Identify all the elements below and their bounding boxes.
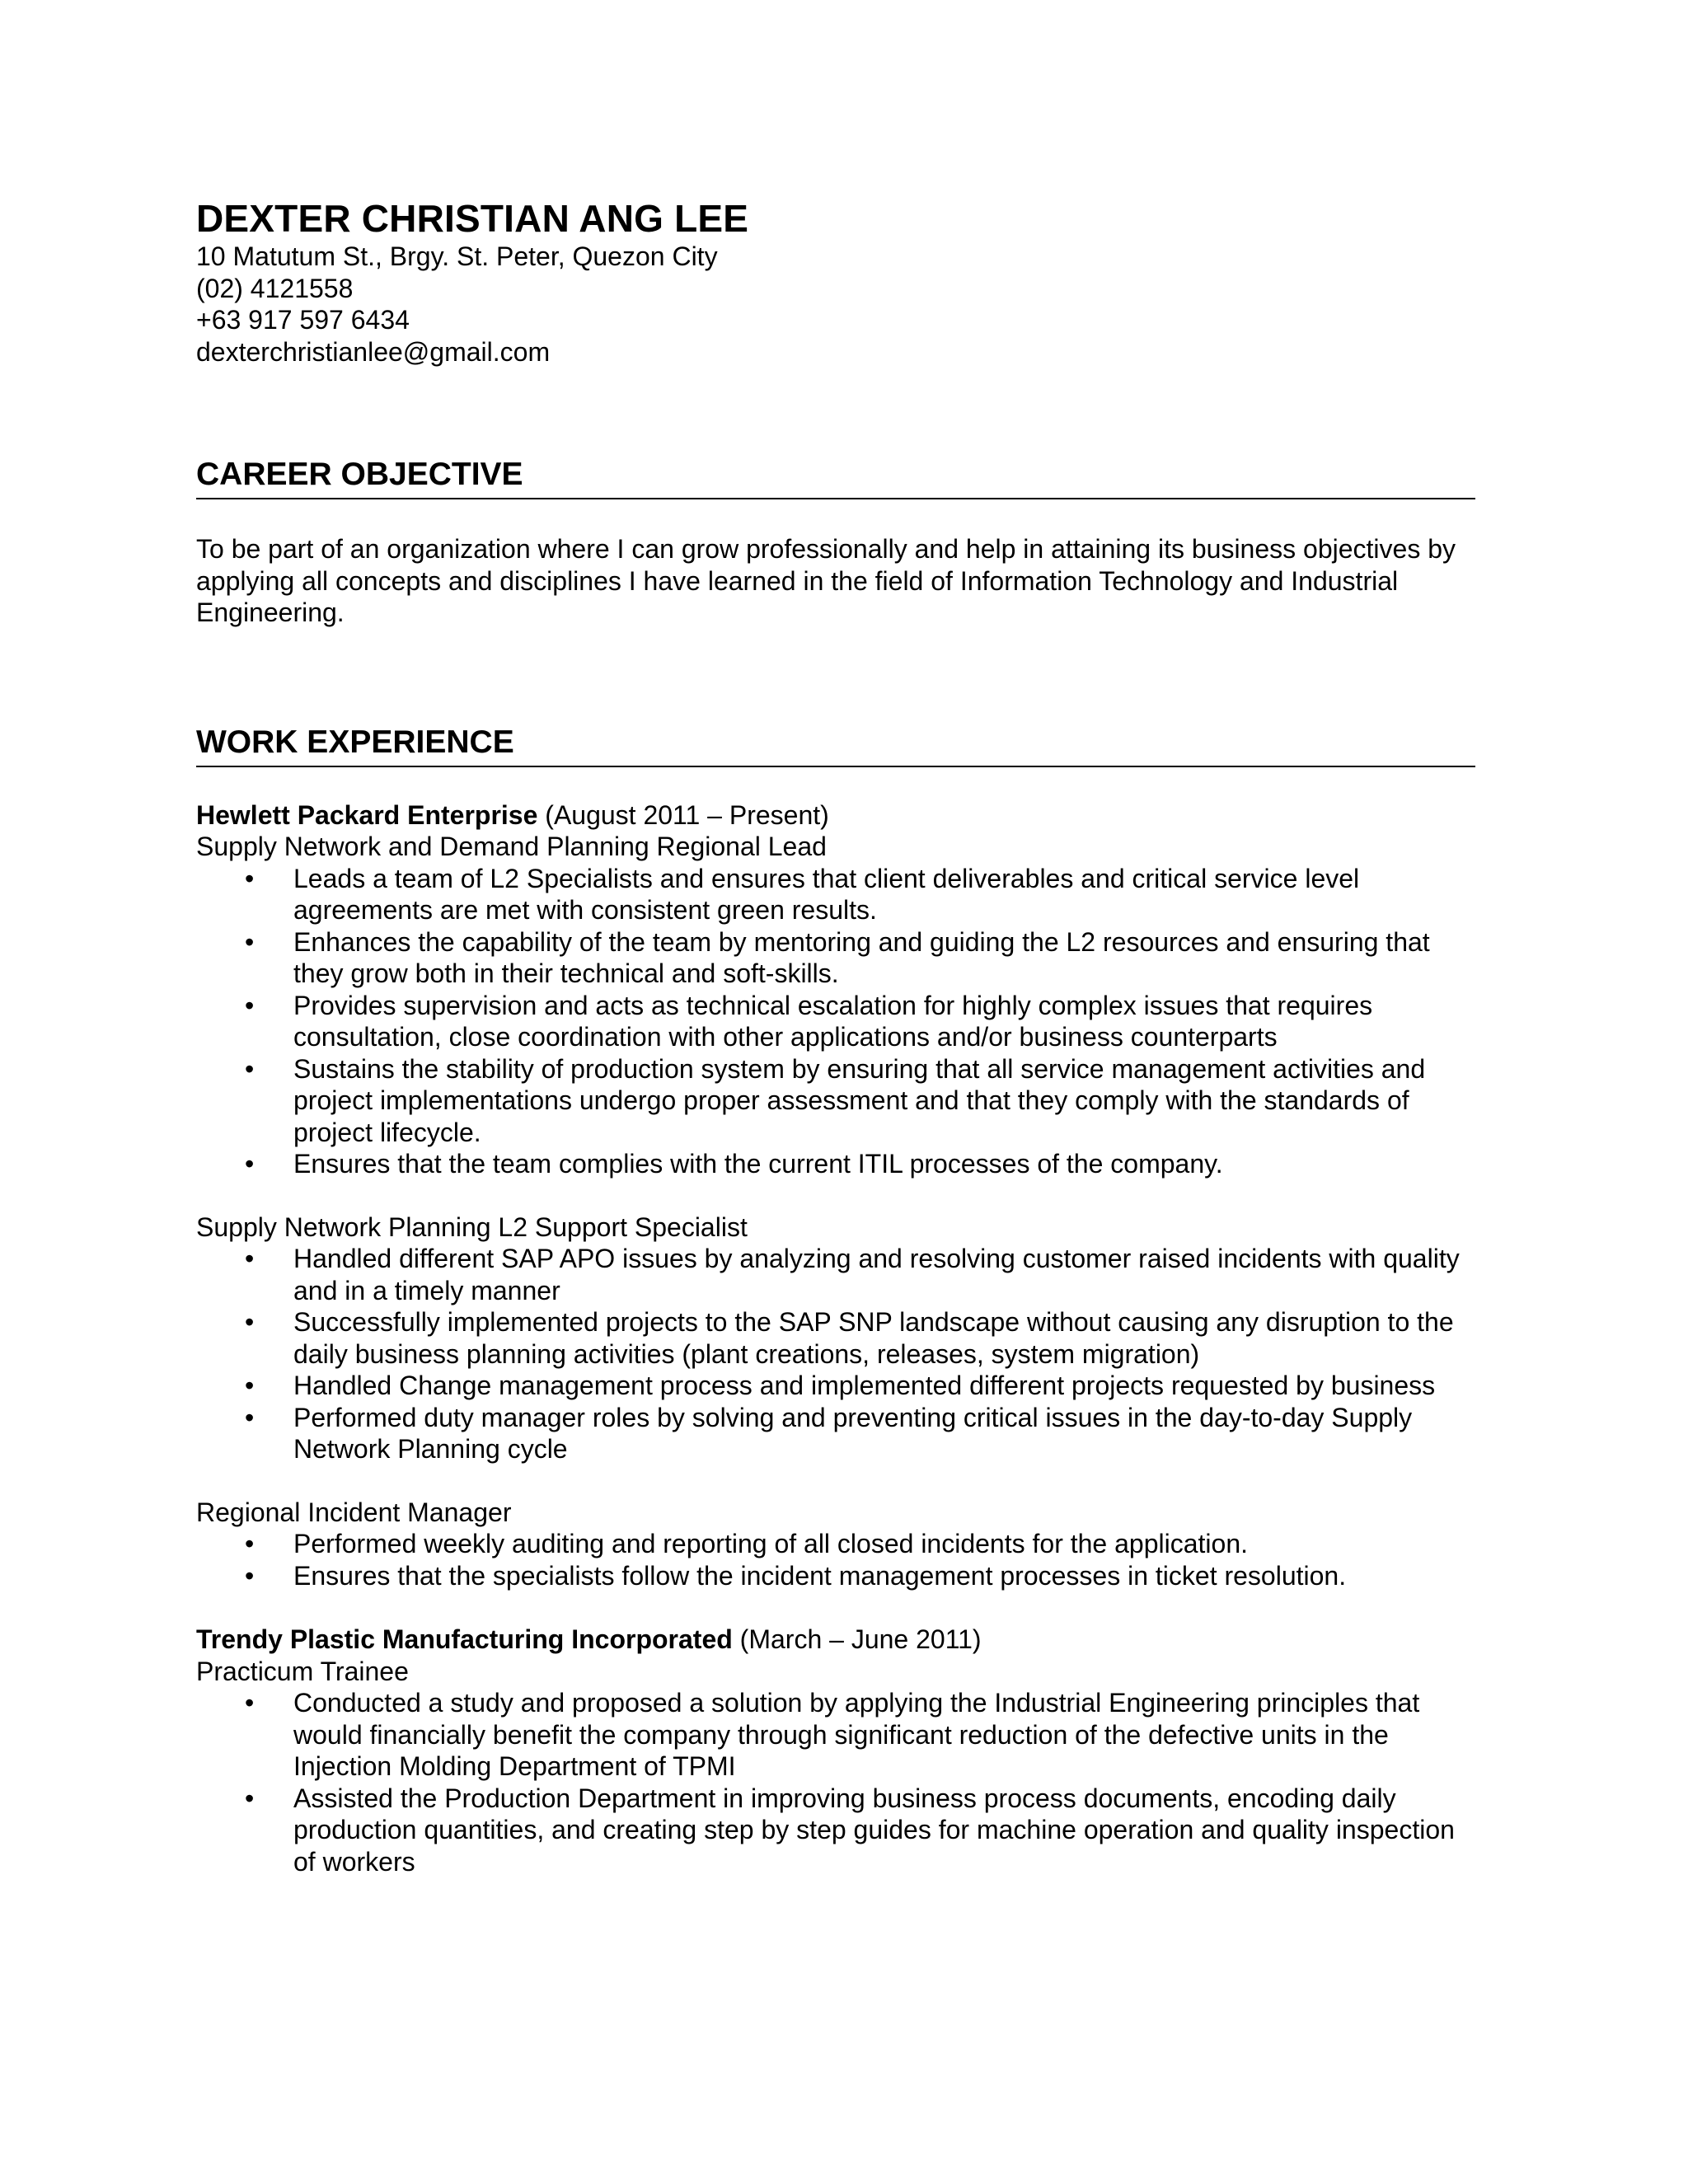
list-item [196,1243,1480,1306]
list-item [196,1528,1480,1560]
list-item [196,863,1480,926]
bullet-icon: • [245,1560,255,1591]
bullet-icon: • [245,1688,255,1718]
job-period: (August 2011 – Present) [537,799,829,830]
phone: (02) 4121558 [196,273,354,303]
list-item [196,1687,1480,1783]
list-item [196,1148,1480,1180]
company-name: Hewlett Packard Enterprise [196,799,538,830]
resume-page [196,196,1475,1877]
bullet-icon: • [245,1149,255,1179]
bullet-list [196,1243,1475,1465]
bullet-list [196,863,1475,1180]
list-item [196,1402,1480,1465]
section-heading-work: WORK EXPERIENCE [196,723,1475,767]
bullet-icon: • [245,1244,255,1273]
company-name: Trendy Plastic Manufacturing Incorporated [196,1624,733,1654]
candidate-name: DEXTER CHRISTIAN ANG LEE [196,197,749,240]
bullet-text: Sustains the stability of production system by ensuring that all service management activities and project implementations undergo proper assessment and that they comply with the standards of project lifecycle. [293,1053,1426,1147]
bullet-text: Enhances the capability of the team by mentoring and guiding the L2 resources and ensuring that they grow both in their technical and soft-skills. [293,926,1430,988]
bullet-text: Handled different SAP APO issues by analyzing and resolving customer raised incidents with quality and in a timely manner [293,1244,1460,1305]
job-entry [196,799,1475,1592]
job-header [196,1624,1475,1656]
job-header [196,799,1475,832]
role-block [196,1656,1475,1878]
bullet-text: Provides supervision and acts as technical escalation for highly complex issues that requires consultation, close coordination with other applications and/or business counterparts [293,990,1373,1052]
bullet-text: Assisted the Production Department in improving business process documents, encoding daily production quantities, and creating step by step guides for machine operation and quality inspection of workers [293,1783,1455,1877]
role-title: Supply Network Planning L2 Support Specialist [196,1212,748,1242]
work-experience-section [196,723,1475,1878]
role-title: Regional Incident Manager [196,1497,512,1527]
bullet-text: Conducted a study and proposed a solution by applying the Industrial Engineering principles that would financially benefit the company through significant reduction of the defective units in the Injection Molding Department of TPMI [293,1688,1420,1781]
job-entry [196,1624,1475,1877]
mobile: +63 917 597 6434 [196,305,410,335]
bullet-icon: • [245,1402,255,1432]
role-block [196,831,1475,1180]
bullet-icon: • [245,1529,255,1558]
bullet-text: Performed weekly auditing and reporting of all closed incidents for the application. [293,1529,1248,1558]
bullet-text: Handled Change management process and implemented different projects requested by business [293,1371,1436,1400]
role-title: Supply Network and Demand Planning Regional Lead [196,832,827,861]
bullet-text: Successfully implemented projects to the SAP SNP landscape without causing any disruption to the daily business planning activities (plant creations, releases, system migration) [293,1307,1454,1369]
bullet-icon: • [245,1307,255,1337]
address: 10 Matutum St., Brgy. St. Peter, Quezon City [196,241,718,271]
list-item [196,926,1480,990]
bullet-icon: • [245,990,255,1020]
email: dexterchristianlee@gmail.com [196,336,551,367]
role-block [196,1497,1475,1592]
bullet-icon: • [245,1783,255,1813]
list-item [196,1370,1480,1402]
bullet-icon: • [245,863,255,893]
list-item [196,1306,1480,1370]
bullet-icon: • [245,1053,255,1084]
career-objective-section [196,455,1475,629]
list-item [196,1783,1480,1878]
bullet-text: Ensures that the team complies with the current ITIL processes of the company. [293,1149,1223,1179]
list-item [196,1560,1480,1592]
section-heading-objective: CAREER OBJECTIVE [196,455,1475,499]
contact-header [196,196,1475,368]
bullet-list [196,1528,1475,1591]
objective-text: To be part of an organization where I can grow professionally and help in attaining its business objectives by applying all concepts and disciplines I have learned in the field of Information Technology and Industrial Engineering. [196,534,1456,627]
bullet-icon: • [245,1371,255,1400]
list-item [196,1053,1480,1149]
list-item [196,990,1480,1053]
bullet-text: Ensures that the specialists follow the incident management processes in ticket resolution. [293,1560,1347,1591]
job-period: (March – June 2011) [732,1624,982,1654]
bullet-text: Leads a team of L2 Specialists and ensures that client deliverables and critical service level agreements are met with consistent green results. [293,863,1360,925]
bullet-list [196,1687,1475,1877]
role-block [196,1212,1475,1465]
bullet-text: Performed duty manager roles by solving and preventing critical issues in the day-to-day Supply Network Planning cycle [293,1402,1413,1464]
role-title: Practicum Trainee [196,1656,409,1686]
bullet-icon: • [245,926,255,957]
